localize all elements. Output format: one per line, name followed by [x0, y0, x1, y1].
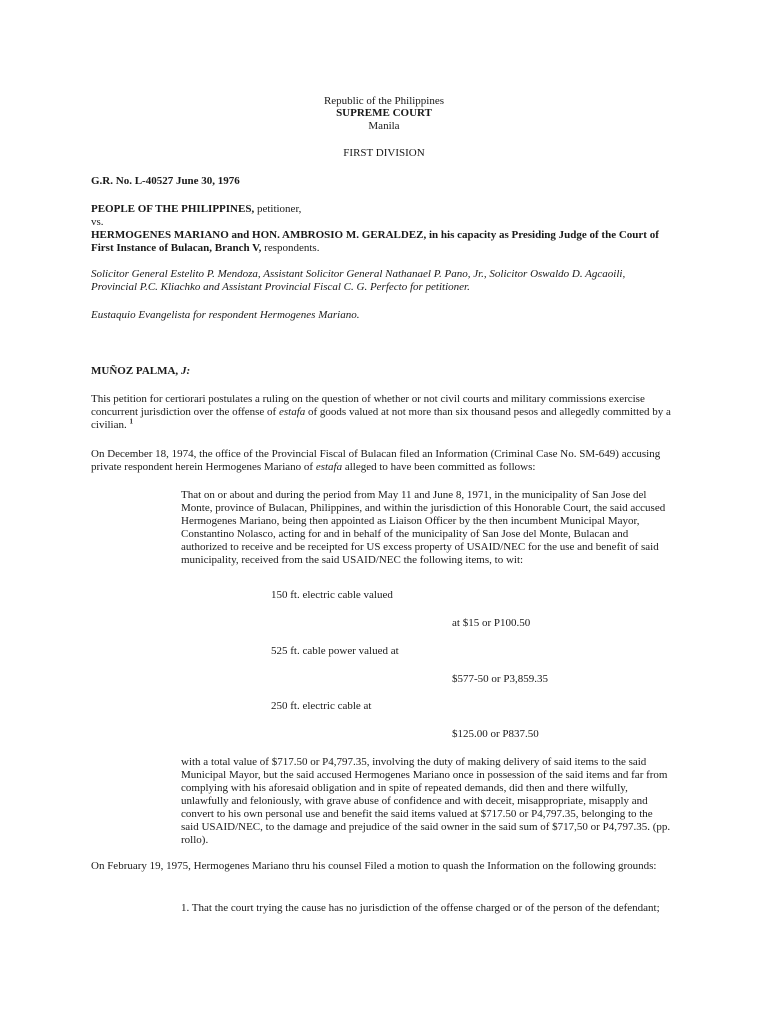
item-value: $577-50 or P3,859.35 — [452, 673, 548, 685]
versus: vs. — [91, 216, 104, 228]
information-quote-1: That on or about and during the period from May 11 and June 8, 1971, in the municipality of San Jose del Monte, province of Bulacan, Philippines, and within the jurisdiction of this Honorable Court, the said accused Hermogenes Mariano, being then appointed as Liaison Officer by the then incumbent Municipal Mayor, Constantino Nolasco, acting for and in behalf of the municipality of San Jose del Monte, Bulacan and authorized to receive and be receipted for US excess property of USAID/NEC for the use and benefit of said municipality, received from the said USAID/NEC the following items, to wit: — [181, 489, 666, 566]
ponente — [91, 365, 671, 378]
petitioner-counsel: Solicitor General Estelito P. Mendoza, Assistant Solicitor General Nathanael P. Pano, Jr., Solicitor Oswaldo D. Agcaoili, Provincial P.C. Kliachko and Assistant Provincial Fiscal C. G. Perfecto for petitioner. — [91, 268, 626, 293]
item-desc: 525 ft. cable power valued at — [271, 645, 399, 657]
respondent-line — [91, 229, 671, 255]
court-name: SUPREME COURT — [336, 107, 432, 119]
case-number: G.R. No. L-40527 June 30, 1976 — [91, 175, 240, 187]
republic-line: Republic of the Philippines — [323, 95, 445, 107]
item-desc: 250 ft. electric cable at — [271, 700, 372, 712]
ground-1: 1. That the court trying the cause has no jurisdiction of the offense charged or of the person of the defendant; — [181, 902, 660, 914]
p2-text-b: alleged to have been committed as follows: — [342, 461, 536, 473]
footnote-link[interactable]: 1 — [129, 417, 133, 426]
paragraph-3: On February 19, 1975, Hermogenes Mariano thru his counsel Filed a motion to quash the Information on the following grounds: — [91, 860, 657, 872]
p1-text-a: This petition for certiorari postulates a ruling on the question of whether or not civil courts and military commissions exercise concurrent jurisdiction over the offense of — [91, 393, 645, 418]
item-value: $125.00 or P837.50 — [452, 728, 539, 740]
item-value: at $15 or P100.50 — [452, 617, 531, 629]
court-city: Manila — [368, 120, 400, 132]
ponente-name: MUÑOZ PALMA, — [91, 365, 179, 377]
paragraph-2 — [91, 448, 671, 474]
p2-text-a: On December 18, 1974, the office of the Provincial Fiscal of Bulacan filed an Information (Criminal Case No. SM-649) accusing private respondent herein Hermogenes Mariano of — [91, 448, 661, 473]
ponente-title: J: — [178, 365, 191, 377]
petitioner-line — [91, 203, 671, 216]
respondent-role: respondents. — [261, 242, 320, 254]
respondent-names: HERMOGENES MARIANO and HON. AMBROSIO M. GERALDEZ, in his capacity as Presiding Judge of the Court of First Instance of Bulacan, Branch V, — [91, 229, 659, 254]
respondent-counsel: Eustaquio Evangelista for respondent Hermogenes Mariano. — [91, 309, 360, 321]
p1-term: estafa — [278, 406, 306, 418]
case-parties — [91, 203, 671, 255]
item-desc: 150 ft. electric cable valued — [271, 589, 393, 601]
information-quote-2: with a total value of $717.50 or P4,797.35, involving the duty of making delivery of said items to the said Municipal Mayor, but the said accused Hermogenes Mariano once in possession of the said items and far from complying with his aforesaid obligation and in spite of repeated demands, did then and there wilfully, unlawfully and feloniously, with grave abuse of confidence and with deceit, misappropriate, misapply and convert to his own personal use and benefit the said items valued at $717.50 or P4,797.35, belonging to the said USAID/NEC, to the damage and prejudice of the said owner in the said sum of $717,50 or P4,797.35. (pp. rollo). — [181, 756, 671, 846]
petitioner-role: petitioner, — [254, 203, 302, 215]
petitioner-name: PEOPLE OF THE PHILIPPINES, — [91, 203, 255, 215]
p2-term: estafa — [315, 461, 343, 473]
division-title: FIRST DIVISION — [343, 147, 425, 159]
paragraph-1 — [91, 393, 671, 432]
p1-text-b: of goods valued at not more than six thousand pesos and allegedly committed by a civilian. — [91, 406, 671, 431]
